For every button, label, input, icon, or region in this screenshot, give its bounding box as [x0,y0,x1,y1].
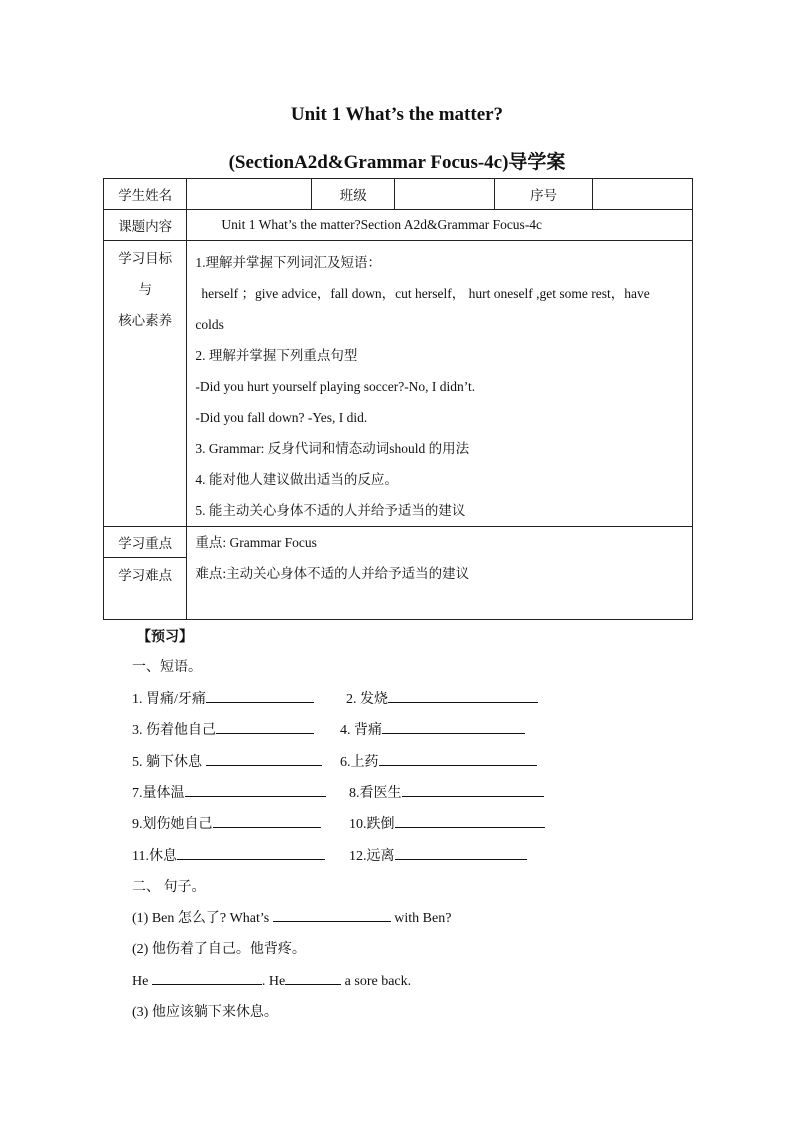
sentence-text: . He [261,974,286,989]
goal-label-line: 与 [138,282,152,297]
student-name-label: 学生姓名 [104,179,187,210]
phrase-label: 9.划伤她自己 [132,817,213,832]
phrase-label: 12.远离 [349,849,395,864]
phrase-label: 11.休息 [132,849,177,864]
phrase-label: 2. 发烧 [346,692,388,707]
list-item: (3) 他应该躺下来休息。 [132,1005,278,1020]
sentence-text: with Ben? [394,911,452,926]
topic-label: 课题内容 [104,210,187,241]
goal-line: -Did you fall down? -Yes, I did. [195,410,368,425]
list-item [132,719,314,739]
class-label: 班级 [312,179,395,210]
answer-blank[interactable] [395,845,527,860]
key-point-value: 重点: Grammar Focus [195,535,317,550]
list-item [340,719,525,739]
key-point-label: 学习重点 [104,527,187,558]
answer-blank[interactable] [185,782,326,797]
goal-label [104,241,187,527]
list-item [132,845,325,865]
goal-line: -Did you hurt yourself playing soccer?-No, I didn’t. [195,379,476,394]
table-row [104,210,693,241]
answer-blank[interactable] [216,719,314,734]
number-label: 序号 [495,179,593,210]
section-sentences-heading: 二、 句子。 [132,880,206,895]
goal-label-line: 核心素养 [118,313,173,328]
answer-blank[interactable] [177,845,325,860]
list-item [132,688,314,708]
goal-line: colds [195,317,224,332]
list-item [340,751,537,771]
list-item [346,688,538,708]
list-item [349,813,545,833]
title-line-2: (SectionA2d&Grammar Focus-4c)导学案 [228,152,566,173]
answer-blank[interactable] [206,751,322,766]
student-name-field[interactable] [187,179,312,210]
table-row [104,179,693,210]
goal-content [187,241,693,527]
answer-blank[interactable] [285,970,341,985]
answer-blank[interactable] [395,813,545,828]
table-row [104,241,693,527]
list-item: (2) 他伤着了自己。他背疼。 [132,942,306,957]
phrase-label: 6.上药 [340,755,379,770]
table-row [104,527,693,558]
key-difficult-content [187,527,693,620]
goal-label-line: 学习目标 [118,251,173,266]
list-item [132,751,322,771]
phrase-label: 8.看医生 [349,786,402,801]
list-item [349,845,527,865]
info-table [103,178,693,620]
answer-blank[interactable] [273,907,391,922]
list-item [132,970,411,990]
answer-blank[interactable] [402,782,544,797]
goal-line: 3. Grammar: 反身代词和情态动词should 的用法 [195,441,470,456]
sentence-text: He [132,974,149,989]
phrase-label: 7.量体温 [132,786,185,801]
phrase-label: 5. 躺下休息 [132,755,202,770]
list-item [132,813,321,833]
phrase-label: 3. 伤着他自己 [132,723,216,738]
phrase-label: 1. 胃痛/牙痛 [132,692,206,707]
list-item [349,782,544,802]
phrase-label: 4. 背痛 [340,723,382,738]
list-item [132,907,451,927]
goal-line: 2. 理解并掌握下列重点句型 [195,348,358,363]
number-field[interactable] [593,179,693,210]
difficult-point-label: 学习难点 [104,558,187,620]
answer-blank[interactable] [379,751,537,766]
answer-blank[interactable] [152,970,262,985]
goal-line: 5. 能主动关心身体不适的人并给予适当的建议 [195,503,466,518]
difficult-point-value: 难点:主动关心身体不适的人并给予适当的建议 [195,566,470,581]
answer-blank[interactable] [213,813,321,828]
topic-value: Unit 1 What’s the matter?Section A2d&Grammar Focus-4c [187,210,693,241]
answer-blank[interactable] [382,719,525,734]
title-line-1: Unit 1 What’s the matter? [290,104,504,125]
answer-blank[interactable] [206,688,314,703]
goal-line: herself ；give advice，fall down，cut herself， hurt oneself ,get some rest，have [201,286,650,301]
answer-blank[interactable] [388,688,538,703]
sentence-text: (1) Ben 怎么了? What’s [132,911,270,926]
sentence-text: a sore back. [344,974,412,989]
list-item [132,782,326,802]
section-phrases-heading: 一、短语。 [132,660,202,675]
goal-line: 4. 能对他人建议做出适当的反应。 [195,472,398,487]
phrase-label: 10.跌倒 [349,817,395,832]
class-field[interactable] [395,179,495,210]
preview-heading: 【预习】 [137,630,193,645]
goal-line: 1.理解并掌握下列词汇及短语： [195,255,381,270]
